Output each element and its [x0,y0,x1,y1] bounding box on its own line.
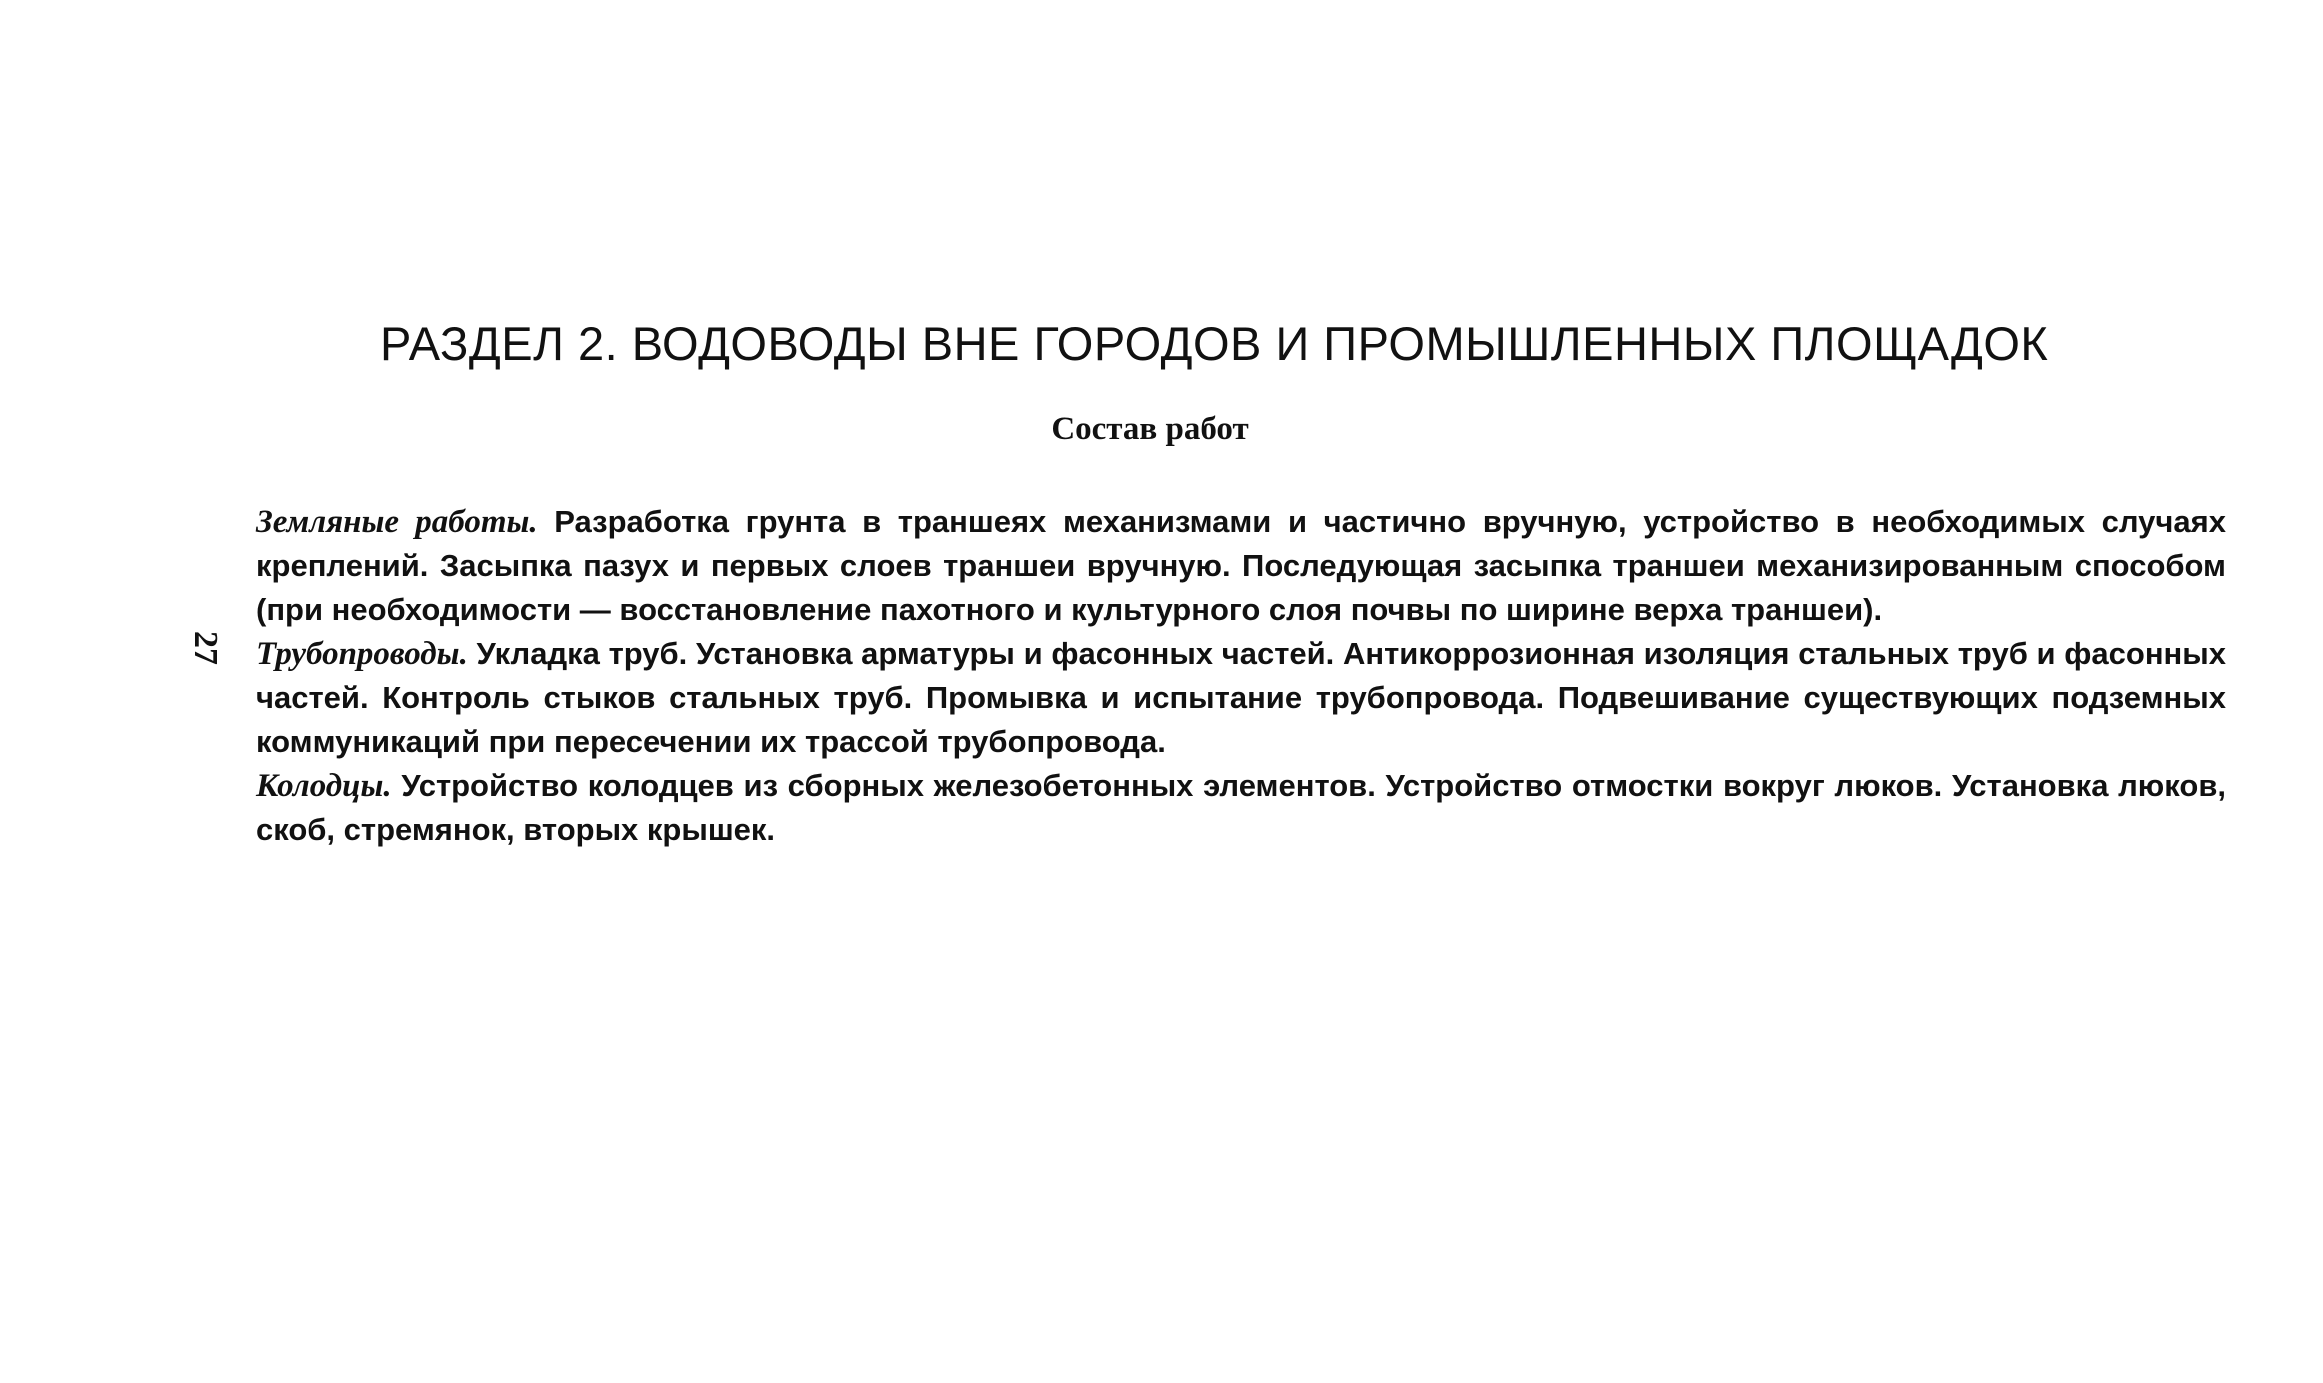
paragraph-text: Устройство колодцев из сборных железобетонных элементов. Устройство отмостки вокруг люков. Установка люков, скоб, стремянок, вторых крышек. [256,768,2226,847]
paragraph-lead: Земляные работы. [256,504,538,540]
page-number: 27 [187,631,224,665]
paragraph-earthworks [256,500,2226,632]
section-title: РАЗДЕЛ 2. ВОДОВОДЫ ВНЕ ГОРОДОВ И ПРОМЫШЛЕННЫХ ПЛОЩАДОК [380,317,2049,370]
section-subtitle: Состав работ [1051,411,1249,447]
body-text [256,500,2226,852]
paragraph-lead: Трубопроводы. [256,636,468,672]
paragraph-text: Укладка труб. Установка арматуры и фасонных частей. Антикоррозионная изоляция стальных труб и фасонных частей. Контроль стыков стальных труб. Промывка и испытание трубопровода. Подвешивание существующих подземных коммуникаций при пересечении их трассой трубопровода. [256,636,2226,759]
paragraph-wells [256,764,2226,852]
paragraph-lead: Колодцы. [256,768,392,804]
paragraph-pipelines [256,632,2226,764]
paragraph-text: Разработка грунта в траншеях механизмами и частично вручную, устройство в необходимых случаях креплений. Засыпка пазух и первых слоев траншеи вручную. Последующая засыпка траншеи механизированным способом (при необходимости — восстановление пахотного и культурного слоя почвы по ширине верха траншеи). [256,504,2226,627]
